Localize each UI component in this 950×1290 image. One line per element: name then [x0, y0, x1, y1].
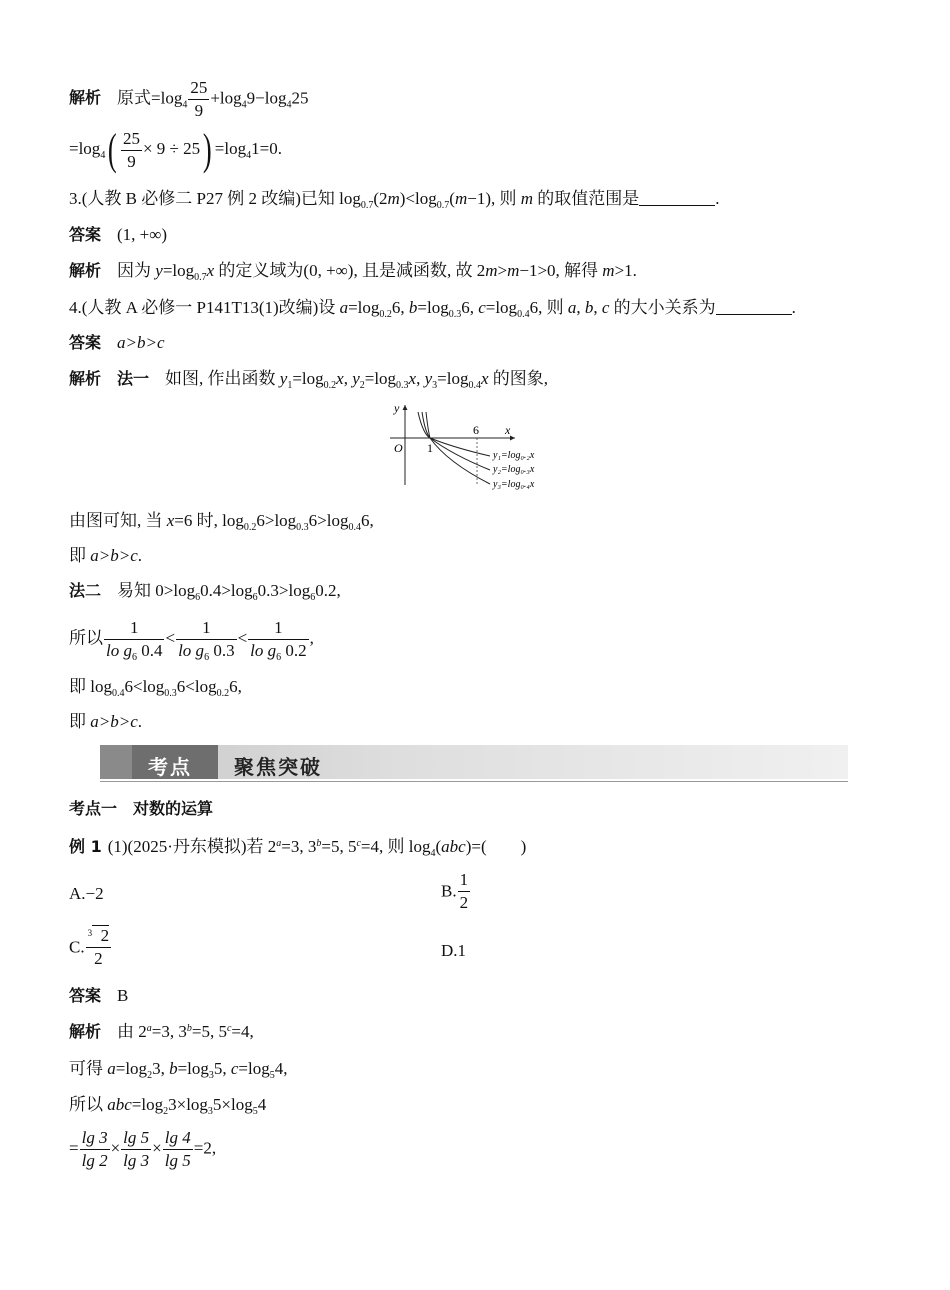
option-b[interactable]: B. $\frac{1}{2}$ — [441, 870, 469, 912]
y-axis-label: y — [394, 401, 400, 415]
section-banner — [100, 743, 848, 783]
q4-ineq-line: 即 $\log_{0.4}6<\log_{0.3}6<\log_{0.2}6$, — [69, 677, 242, 699]
tick-1-label: 1 — [427, 441, 433, 455]
fraction: $\frac{1}{lo g_6 0.4}$ — [106, 618, 163, 663]
answer-blank — [639, 189, 715, 206]
option-c[interactable]: C. 3 2 2 — [69, 926, 110, 968]
fraction: $\frac{1}{lo g_6 0.3}$ — [178, 618, 235, 663]
example1-stem: 例 1 (1)(2025·丹东模拟)若 $2^a=3$, $3^b=5$, $5^c=4$, 则 $\log_4(abc)=$( ) — [69, 837, 527, 859]
answer-label: 答案 — [69, 986, 102, 1005]
section-title: 考点一 对数的运算 — [69, 799, 214, 818]
answer-blank — [716, 298, 792, 315]
analysis-label: 解析 — [69, 261, 102, 280]
fraction: $\frac{\lg 3}{\lg 2}$ — [81, 1128, 108, 1170]
option-a[interactable]: A.−2 — [69, 884, 104, 903]
analysis-label: 解析 — [69, 369, 102, 388]
fraction: $\frac{25}{9}$ — [190, 78, 208, 120]
x-axis-arrow — [510, 436, 515, 441]
origin-label: O — [394, 441, 403, 455]
q2-analysis-line2: $=\log_4$( $\frac{25}{9}$ × $9 \div 25) =\log_41=0$. — [69, 125, 282, 174]
legend-y1: y₁=log₀.₂x — [493, 450, 535, 461]
tick-6-label: 6 — [473, 423, 479, 437]
fraction: $\frac{\lg 5}{\lg 3}$ — [123, 1128, 150, 1170]
answer-label: 答案 — [69, 225, 102, 244]
q4-method1: 解析 法一 如图, 作出函数 $y_1=\log_{0.2}x$, $y_2=\log_{0.3}x$, $y_3=\log_{0.4}x$ 的图象, — [69, 369, 548, 391]
q3-stem: 3.(人教 B 必修二 P27 例 2 改编)已知 $\log_{0.7}(2m)<\log_{0.7}(m-1)$, 则 m 的取值范围是 . — [69, 189, 720, 211]
q4-answer: 答案 a>b>c — [69, 333, 165, 352]
example-label: 例 1 — [69, 837, 102, 856]
method1-label: 法一 — [117, 369, 150, 388]
option-d[interactable]: D.1 — [441, 941, 467, 960]
x-axis-label: x — [505, 423, 511, 437]
q3-analysis: 解析 因为 $y=\log_{0.7}x$ 的定义域为(0, +∞), 且是减函数, 故 2m>m−1>0, 解得 m>1. — [69, 261, 637, 283]
fraction: $\frac{\lg 4}{\lg 5}$ — [164, 1128, 191, 1170]
answer-label: 答案 — [69, 333, 102, 352]
banner-title: 聚焦突破 — [234, 755, 322, 779]
example1-analysis2: 可得 $a=\log_23$, $b=\log_35$, $c=\log_54$, — [69, 1059, 288, 1081]
q4-conclusion2: 即 a>b>c. — [69, 712, 142, 731]
analysis-label: 解析 — [69, 1022, 102, 1041]
fraction: $\frac{25}{9}$ — [122, 128, 140, 171]
q4-conclusion1: 即 a>b>c. — [69, 546, 142, 565]
example1-analysis4: = $\frac{\lg 3}{\lg 2}$ × $\frac{\lg 5}{\lg 3}$ × $\frac{\lg 4}{\lg 5}$ =2, — [69, 1128, 217, 1170]
q4-from-graph: 由图可知, 当 x=6 时, $\log_{0.2}6>\log_{0.3}6>\log_{0.4}6$, — [69, 511, 374, 533]
example1-analysis1: 解析 由 $2^a=3$, $3^b=5$, $5^c=4$, — [69, 1022, 254, 1041]
cube-root: 3 2 — [87, 926, 110, 945]
banner-tag: 考点 — [148, 755, 192, 779]
log-function-graph — [385, 400, 565, 495]
example1-answer: 答案 B — [69, 986, 129, 1005]
method2-label: 法二 — [69, 581, 102, 600]
y-axis-arrow — [403, 405, 408, 410]
q4-method2: 法二 易知 $0>\log_60.4>\log_60.3>\log_60.2$, — [69, 581, 341, 603]
legend-y3: y₃=log₀.₄x — [493, 479, 535, 490]
analysis-label: 解析 — [69, 88, 102, 108]
q2-analysis-line1: 解析 原式$=\log_4$ $\frac{25}{9}$ $+\log_49-\log_425$ — [69, 78, 309, 120]
legend-y2: y₂=log₀.₃x — [493, 464, 535, 475]
example1-analysis3: 所以 $abc=\log_23\times\log_35\times\log_54$ — [69, 1095, 267, 1117]
q4-reciprocal-line: 所以 $\frac{1}{lo g_6 0.4}$ < $\frac{1}{lo g_6 0.3}$ < $\frac{1}{lo g_6 0.2}$ , — [69, 618, 314, 663]
q3-answer: 答案 (1, +∞) — [69, 225, 168, 244]
fraction: $\frac{1}{lo g_6 0.2}$ — [250, 618, 307, 663]
q4-stem: 4.(人教 A 必修一 P141T13(1)改编)设 $a=\log_{0.2}6$, $b=\log_{0.3}6$, $c=\log_{0.4}6$, 则 a, b, c 的大小关系为 . — [69, 298, 796, 320]
